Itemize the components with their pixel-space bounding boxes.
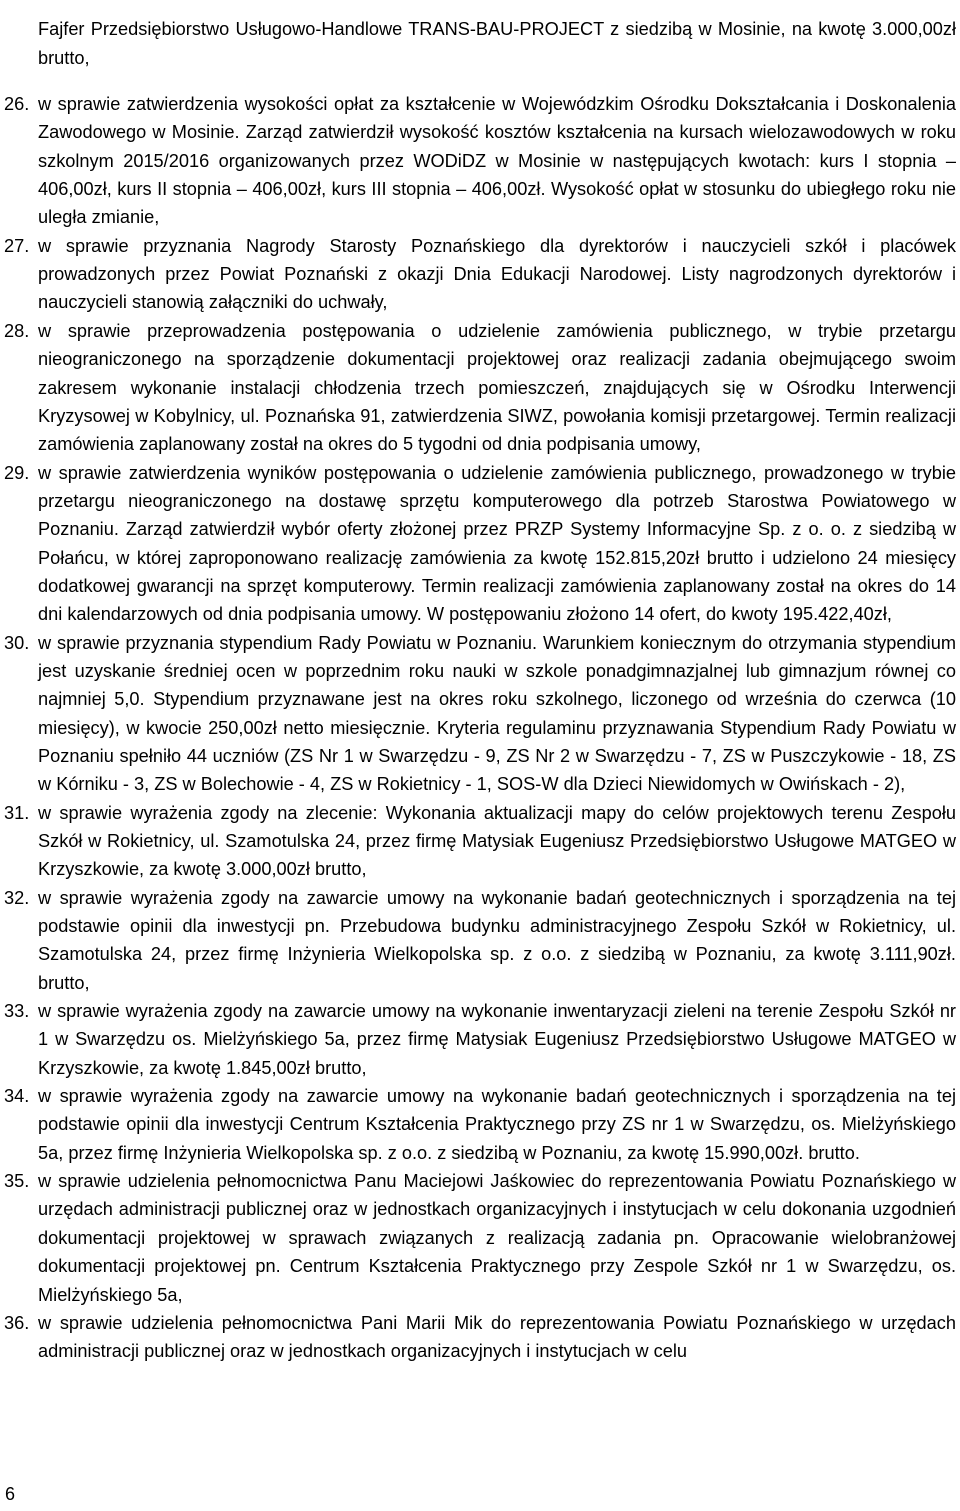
item-text: w sprawie przyznania Nagrody Starosty Poznańskiego dla dyrektorów i nauczycieli szkół i placówek prowadzonych przez Powiat Poznański z okazji Dnia Edukacji Narodowej. Listy nagrodzonych dyrektorów i nauczycieli stanowią załączniki do uchwały, xyxy=(38,235,956,313)
item-text: w sprawie wyrażenia zgody na zawarcie umowy na wykonanie badań geotechnicznych i sporządzenia na tej podstawie opinii dla inwestycji Centrum Kształcenia Praktycznego przy ZS nr 1 w Swarzędzu, os. Mielżyńskiego 5a, przez firmę Inżynieria Wielkopolska sp. z o.o. z siedzibą w Poznaniu, za kwotę 15.990,00zł. brutto. xyxy=(38,1086,956,1163)
item-text: w sprawie zatwierdzenia wysokości opłat za kształcenie w Wojewódzkim Ośrodku Dokształcania i Doskonalenia Zawodowego w Mosinie. Zarząd zatwierdził wysokość kosztów kształcenia na kursach wielozawodowych w roku szkolnym 2015/2016 organizowanych przez WODiDZ w Mosinie w następujących kwotach: kurs I stopnia – 406,00zł, kurs II stopnia – 406,00zł, kurs III stopnia – 406,00zł. Wysokość opłat w stosunku do ubiegłego roku nie uległa zmianie, xyxy=(38,94,956,228)
item-text: w sprawie zatwierdzenia wyników postępowania o udzielenie zamówienia publicznego, prowadzonego w trybie przetargu nieograniczonego na dostawę sprzętu komputerowego dla potrzeb Starostwa Powiatowego w Poznaniu. Zarząd zatwierdził wybór oferty złożonej przez PRZP Systemy Informacyjne Sp. z o. o. z siedzibą w Połańcu, w której zaproponowano realizację zamówienia za kwotę 152.815,20zł brutto i udzielono 24 miesięcy dodatkowej gwarancji na sprzęt komputerowy. Termin realizacji zamówienia zaplanowany został na okres do 14 dni kalendarzowych od dnia podpisania umowy. W postępowaniu złożono 14 ofert, do kwoty 195.422,40zł, xyxy=(38,462,956,625)
list-item xyxy=(4,629,956,799)
list-item xyxy=(4,799,956,884)
item-number: 36. xyxy=(4,1312,30,1333)
item-text: w sprawie udzielenia pełnomocnictwa Pani Marii Mik do reprezentowania Powiatu Poznańskiego w urzędach administracji publicznej oraz w jednostkach organizacyjnych i instytucjach w celu xyxy=(38,1312,956,1362)
item-text: w sprawie przeprowadzenia postępowania o udzielenie zamówienia publicznego, w trybie przetargu nieograniczonego na sporządzenie dokumentacji projektowej oraz realizacji zadania obejmującego swoim zakresem wykonanie instalacji chłodzenia trzech pomieszczeń, znajdujących się w Ośrodku Interwencji Kryzysowej w Kobylnicy, ul. Poznańska 91, zatwierdzenia SIWZ, powołania komisji przetargowej. Termin realizacji zamówienia zaplanowany został na okres do 5 tygodni od dnia podpisania umowy, xyxy=(38,320,956,455)
lead-paragraph: Fajfer Przedsiębiorstwo Usługowo-Handlowe TRANS-BAU-PROJECT z siedzibą w Mosinie, na kwotę 3.000,00zł brutto, xyxy=(38,19,956,68)
list-item xyxy=(4,317,956,459)
item-text: w sprawie wyrażenia zgody na zawarcie umowy na wykonanie inwentaryzacji zieleni na terenie Zespołu Szkół nr 1 w Swarzędzu os. Mielżyńskiego 5a, przez firmę Matysiak Eugeniusz Przedsiębiorstwo Usługowe MATGEO w Krzyszkowie, za kwotę 1.845,00zł brutto, xyxy=(38,1001,956,1078)
item-number: 26. xyxy=(4,94,30,115)
list-item xyxy=(4,459,956,629)
item-text: w sprawie wyrażenia zgody na zawarcie umowy na wykonanie badań geotechnicznych i sporządzenia na tej podstawie opinii dla inwestycji pn. Przebudowa budynku administracyjnego Zespołu Szkół w Rokietnicy, ul. Szamotulska 24, przez firmę Inżynieria Wielkopolska sp. z o.o. z siedzibą w Poznaniu, za kwotę 3.111,90zł. brutto, xyxy=(38,887,956,993)
list-item xyxy=(4,997,956,1082)
list-item xyxy=(4,90,956,232)
item-text: w sprawie udzielenia pełnomocnictwa Panu Maciejowi Jaśkowiec do reprezentowania Powiatu Poznańskiego w urzędach administracji publicznej oraz w jednostkach organizacyjnych i instytucjach w celu dokonania uzgodnień dokumentacji projektowej w sprawach związanych z realizacją zadania pn. Opracowanie wielobranżowej dokumentacji projektowej pn. Centrum Kształcenia Praktycznego przy Zespole Szkół nr 1 w Swarzędzu, os. Mielżyńskiego 5a, xyxy=(38,1171,956,1305)
item-number: 32. xyxy=(4,887,30,908)
list-item xyxy=(4,884,956,997)
item-text: w sprawie wyrażenia zgody na zlecenie: Wykonania aktualizacji mapy do celów projektowych terenu Zespołu Szkół w Rokietnicy, ul. Szamotulska 24, przez firmę Matysiak Eugeniusz Przedsiębiorstwo Usługowe MATGEO w Krzyszkowie, za kwotę 3.000,00zł brutto, xyxy=(38,802,956,880)
item-text: w sprawie przyznania stypendium Rady Powiatu w Poznaniu. Warunkiem koniecznym do otrzymania stypendium jest uzyskanie średniej ocen w poprzednim roku nauki w szkole ponadgimnazjalnej lub gimnazjum równej co najmniej 5,0. Stypendium przyznawane jest na okres roku szkolnego, liczonego od września do czerwca (10 miesięcy), w kwocie 250,00zł netto miesięcznie. Kryteria regulaminu przyznawania Stypendium Rady Powiatu w Poznaniu spełniło 44 uczniów (ZS Nr 1 w Swarzędzu - 9, ZS Nr 2 w Swarzędzu - 7, ZS w Puszczykowie - 18, ZS w Kórniku - 3, ZS w Bolechowie - 4, ZS w Rokietnicy - 1, SOS-W dla Dzieci Niewidomych w Owińskach - 2), xyxy=(38,632,956,795)
item-number: 27. xyxy=(4,235,30,256)
list-item xyxy=(4,1082,956,1167)
item-number: 34. xyxy=(4,1086,30,1107)
list-item xyxy=(4,1309,956,1366)
page-number: 6 xyxy=(5,1484,16,1504)
item-number: 30. xyxy=(4,632,30,653)
item-number: 35. xyxy=(4,1171,30,1192)
item-number: 29. xyxy=(4,462,30,483)
item-number: 31. xyxy=(4,802,30,823)
item-number: 28. xyxy=(4,320,30,341)
list-item xyxy=(4,1167,956,1309)
list-item xyxy=(4,232,956,317)
item-number: 33. xyxy=(4,1001,30,1022)
document-body xyxy=(4,0,956,1366)
